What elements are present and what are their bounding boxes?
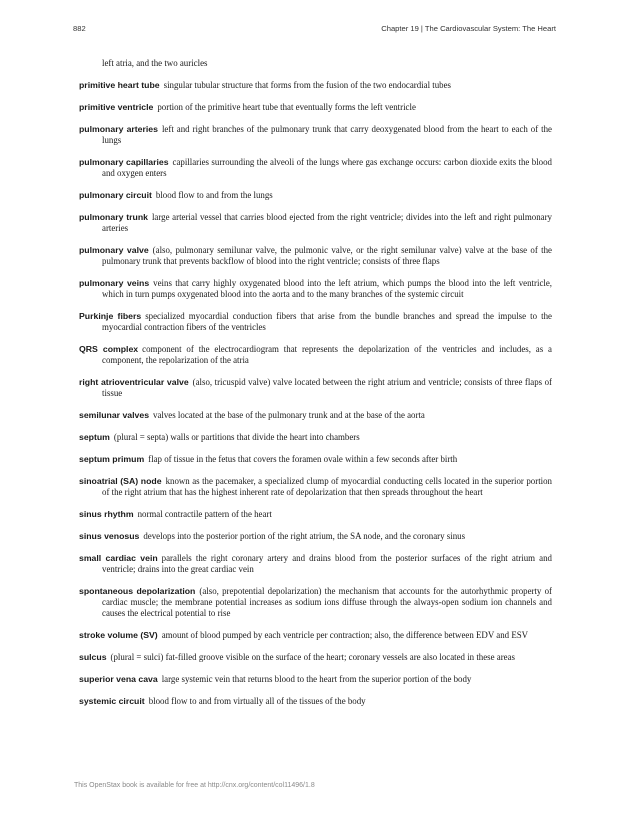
glossary-term: spontaneous depolarization xyxy=(79,586,196,596)
glossary-term: septum primum xyxy=(79,454,145,464)
glossary-definition: singular tubular structure that forms from the fusion of the two endocardial tubes xyxy=(163,80,452,90)
glossary-term: sinus rhythm xyxy=(79,509,134,519)
glossary-entry xyxy=(79,432,552,443)
glossary-list xyxy=(79,58,552,718)
glossary-entry xyxy=(79,190,552,201)
glossary-term: Purkinje fibers xyxy=(79,311,142,321)
glossary-term: pulmonary arteries xyxy=(79,124,158,134)
glossary-definition: large systemic vein that returns blood to the heart from the superior portion of the body xyxy=(161,674,472,684)
glossary-term: primitive heart tube xyxy=(79,80,160,90)
glossary-entry xyxy=(79,674,552,685)
glossary-entry xyxy=(79,454,552,465)
glossary-definition: known as the pacemaker, a specialized clump of myocardial conducting cells located in the superior portion of the right atrium that has the highest inherent rate of depolarization that then spreads throughout the heart xyxy=(102,476,552,497)
glossary-entry xyxy=(79,311,552,333)
glossary-entry xyxy=(79,80,552,91)
glossary-definition: amount of blood pumped by each ventricle per contraction; also, the difference between EDV and ESV xyxy=(161,630,529,640)
glossary-term: pulmonary trunk xyxy=(79,212,148,222)
glossary-entry xyxy=(79,344,552,366)
page-number: 882 xyxy=(73,24,86,33)
page-header xyxy=(73,24,556,38)
glossary-entry xyxy=(79,157,552,179)
glossary-entry xyxy=(79,652,552,663)
glossary-term: small cardiac vein xyxy=(79,553,158,563)
glossary-definition: portion of the primitive heart tube that eventually forms the left ventricle xyxy=(157,102,416,112)
glossary-definition: veins that carry highly oxygenated blood into the left atrium, which pumps the blood into the left ventricle, which in turn pumps oxygenated blood into the aorta and to the many branches of the systemic circuit xyxy=(102,278,553,299)
glossary-term: primitive ventricle xyxy=(79,102,154,112)
glossary-definition: large arterial vessel that carries blood ejected from the right ventricle; divides into the left and right pulmonary arteries xyxy=(102,212,552,233)
glossary-definition: (plural = septa) walls or partitions that divide the heart into chambers xyxy=(113,432,360,442)
glossary-term: QRS complex xyxy=(79,344,139,354)
glossary-term: pulmonary valve xyxy=(79,245,149,255)
glossary-entry xyxy=(79,696,552,707)
glossary-term: systemic circuit xyxy=(79,696,145,706)
glossary-entry xyxy=(79,245,552,267)
glossary-term: stroke volume (SV) xyxy=(79,630,158,640)
glossary-definition: specialized myocardial conduction fibers that arise from the bundle branches and spread the impulse to the myocardial contraction fibers of the ventricles xyxy=(102,311,552,332)
glossary-definition: parallels the right coronary artery and drains blood from the posterior surfaces of the right atrium and ventricle; drains into the great cardiac vein xyxy=(102,553,552,574)
glossary-definition: blood flow to and from virtually all of the tissues of the body xyxy=(148,696,366,706)
glossary-term: sulcus xyxy=(79,652,107,662)
glossary-entry xyxy=(79,531,552,542)
glossary-entry xyxy=(79,278,552,300)
glossary-term: superior vena cava xyxy=(79,674,158,684)
glossary-entry xyxy=(79,476,552,498)
glossary-entry xyxy=(79,509,552,520)
glossary-entry xyxy=(79,102,552,113)
glossary-entry xyxy=(79,410,552,421)
glossary-definition: (plural = sulci) fat-filled groove visible on the surface of the heart; coronary vessels are also located in these areas xyxy=(110,652,515,662)
glossary-definition: develops into the posterior portion of the right atrium, the SA node, and the coronary sinus xyxy=(143,531,466,541)
glossary-definition: (also, tricuspid valve) valve located between the right atrium and ventricle; consists of three flaps of tissue xyxy=(102,377,552,398)
glossary-definition: valves located at the base of the pulmonary trunk and at the base of the aorta xyxy=(153,410,425,420)
glossary-definition: (also, prepotential depolarization) the mechanism that accounts for the autorhythmic property of cardiac muscle; the membrane potential increases as sodium ions diffuse through the always-open sodium ion channels and causes the electrical potential to rise xyxy=(102,586,552,618)
glossary-entry xyxy=(79,553,552,575)
glossary-term: pulmonary circuit xyxy=(79,190,152,200)
continuation-text: left atria, and the two auricles xyxy=(102,58,208,68)
glossary-term: right atrioventricular valve xyxy=(79,377,189,387)
glossary-entry xyxy=(79,586,552,619)
glossary-entry xyxy=(79,630,552,641)
glossary-term: semilunar valves xyxy=(79,410,150,420)
glossary-term: sinoatrial (SA) node xyxy=(79,476,162,486)
glossary-definition: flap of tissue in the fetus that covers the foramen ovale within a few seconds after birth xyxy=(148,454,458,464)
glossary-term: pulmonary capillaries xyxy=(79,157,169,167)
glossary-definition: component of the electrocardiogram that represents the depolarization of the ventricles and includes, as a component, the repolarization of the atria xyxy=(102,344,552,365)
glossary-entry xyxy=(79,377,552,399)
glossary-entry xyxy=(79,212,552,234)
page-footer: This OpenStax book is available for free at http://cnx.org/content/col11496/1.8 xyxy=(74,782,315,789)
glossary-definition: normal contractile pattern of the heart xyxy=(137,509,272,519)
glossary-definition: left and right branches of the pulmonary trunk that carry deoxygenated blood from the heart to each of the lungs xyxy=(102,124,552,145)
glossary-term: septum xyxy=(79,432,110,442)
glossary-definition: blood flow to and from the lungs xyxy=(155,190,273,200)
glossary-definition: capillaries surrounding the alveoli of the lungs where gas exchange occurs: carbon dioxide exits the blood and oxygen enters xyxy=(102,157,552,178)
glossary-definition: (also, pulmonary semilunar valve, the pulmonic valve, or the right semilunar valve) valve at the base of the pulmonary trunk that prevents backflow of blood into the right ventricle; consists of three flaps xyxy=(102,245,552,266)
glossary-entry xyxy=(79,124,552,146)
chapter-title: Chapter 19 | The Cardiovascular System: The Heart xyxy=(381,24,556,33)
glossary-term: sinus venosus xyxy=(79,531,140,541)
glossary-term: pulmonary veins xyxy=(79,278,150,288)
